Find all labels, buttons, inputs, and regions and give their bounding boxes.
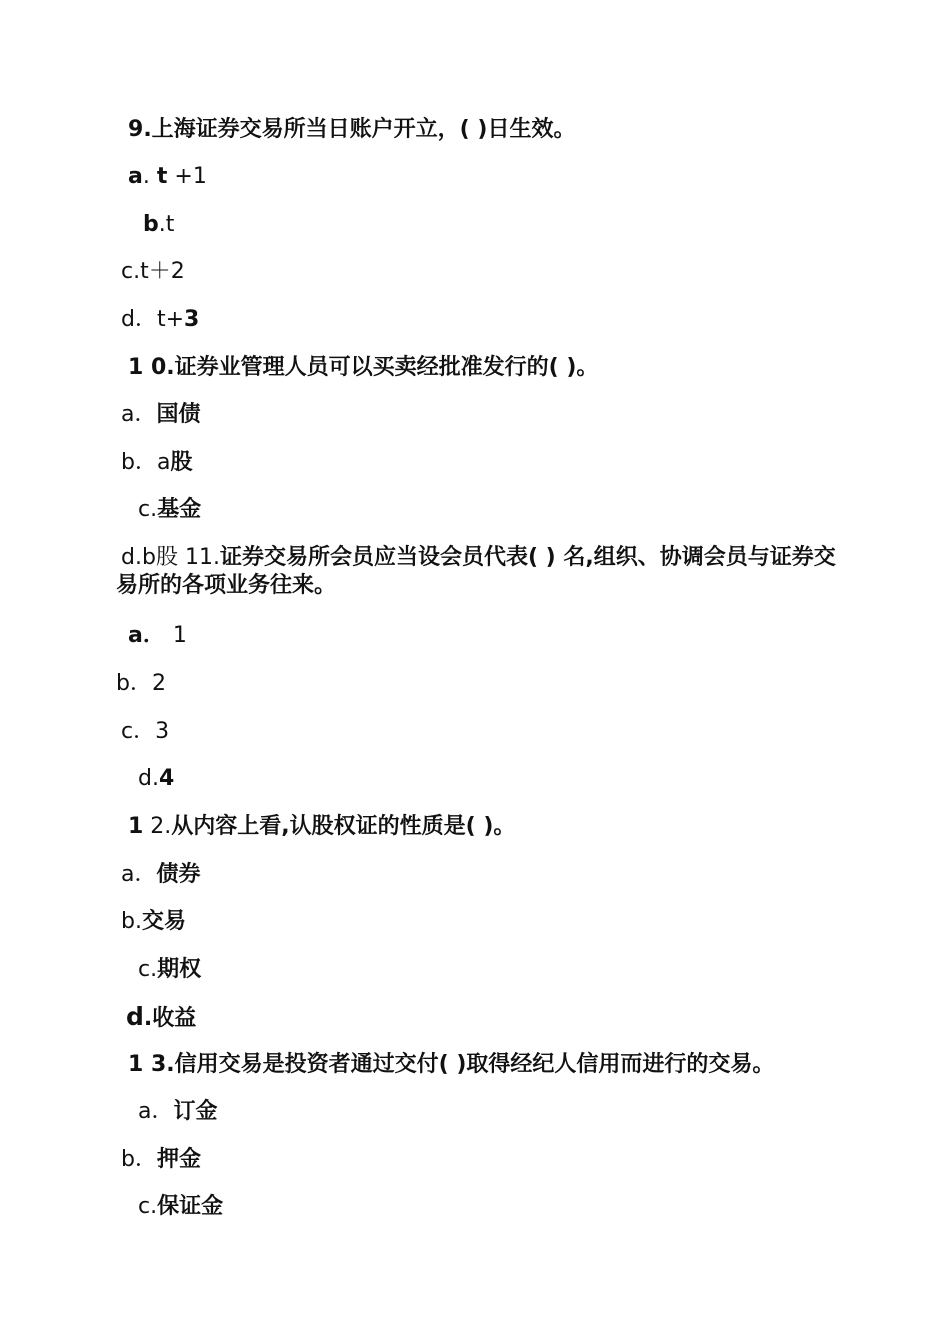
option-letter: d	[126, 1002, 144, 1031]
option-text-bold: t	[156, 164, 168, 189]
question-12-option-b	[121, 908, 186, 936]
option-letter: c.	[138, 957, 158, 982]
question-number: 9	[128, 117, 144, 142]
option-letter: b	[143, 212, 159, 237]
option-letter: a．	[121, 402, 157, 427]
option-letter: c.	[138, 497, 158, 522]
option-punct: .	[142, 164, 157, 189]
option-text: 国债	[156, 402, 201, 427]
question-number: 1 0	[128, 355, 167, 380]
question-11-stem	[116, 544, 856, 600]
option-letter: c.	[138, 1194, 158, 1219]
question-9-stem	[128, 116, 575, 144]
option-letter: d.b	[121, 545, 156, 570]
question-10-option-c	[138, 496, 201, 524]
question-text: .上海证券交易所当日账户开立，( )日生效。	[143, 117, 576, 142]
option-text: 期权	[157, 957, 202, 982]
question-12-option-c	[138, 956, 201, 984]
option-text: 保证金	[157, 1194, 224, 1219]
option-text: 股	[155, 545, 178, 570]
question-10-option-a	[121, 401, 201, 429]
option-letter: b．a	[121, 450, 171, 475]
option-text: 订金	[173, 1099, 218, 1124]
option-letter: d.	[138, 766, 159, 791]
option-text: 债券	[156, 862, 201, 887]
option-text-bold: 3	[184, 307, 200, 332]
option-text: 股	[170, 450, 193, 475]
question-text: 从内容上看,认股权证的性质是( )。	[171, 814, 516, 839]
option-text: .收益	[143, 1006, 197, 1031]
question-11-option-c: c．3	[121, 719, 170, 744]
option-letter: a．	[138, 1099, 174, 1124]
question-11-option-d	[138, 765, 174, 793]
option-text: d．t+	[121, 307, 185, 332]
question-text: 证券交易所会员应当设会员代表( ) 名,组织、协调会员与证券交易所的各项业务往来。	[116, 545, 836, 598]
question-9-option-c: c.t＋2	[121, 259, 185, 284]
option-letter: b．	[121, 1147, 157, 1172]
option-text: 4	[158, 766, 175, 791]
question-13-option-a	[138, 1098, 218, 1126]
question-number: 1 3	[128, 1052, 167, 1077]
option-text: 基金	[157, 497, 202, 522]
question-11-option-b: b．2	[116, 671, 166, 696]
question-9-option-a	[128, 163, 207, 191]
question-number-rest: 2.	[143, 814, 172, 839]
question-13-option-b	[121, 1146, 201, 1174]
option-text: +1	[167, 164, 207, 189]
question-10-option-b	[121, 449, 192, 477]
option-letter: a．	[121, 862, 157, 887]
question-13-stem	[128, 1051, 774, 1079]
question-13-option-c	[138, 1193, 223, 1221]
question-9-option-b	[143, 211, 174, 239]
question-12-option-a	[121, 861, 201, 889]
option-letter: a	[128, 164, 143, 189]
question-11-option-a	[128, 622, 187, 650]
question-10-stem	[128, 354, 598, 382]
question-number: 11.	[177, 545, 220, 570]
option-text: .t	[158, 212, 175, 237]
option-text: 押金	[156, 1147, 201, 1172]
option-letter: a．	[128, 623, 165, 648]
question-12-option-d	[126, 1003, 196, 1033]
question-9-option-d	[121, 306, 199, 334]
question-text: .信用交易是投资者通过交付( )取得经纪人信用而进行的交易。	[166, 1052, 775, 1077]
option-letter: b.	[121, 909, 142, 934]
question-12-stem	[128, 813, 515, 841]
option-text: 1	[172, 623, 187, 648]
question-number: 1	[128, 814, 144, 839]
option-text: 交易	[141, 909, 186, 934]
question-text: .证券业管理人员可以买卖经批准发行的( )。	[166, 355, 599, 380]
